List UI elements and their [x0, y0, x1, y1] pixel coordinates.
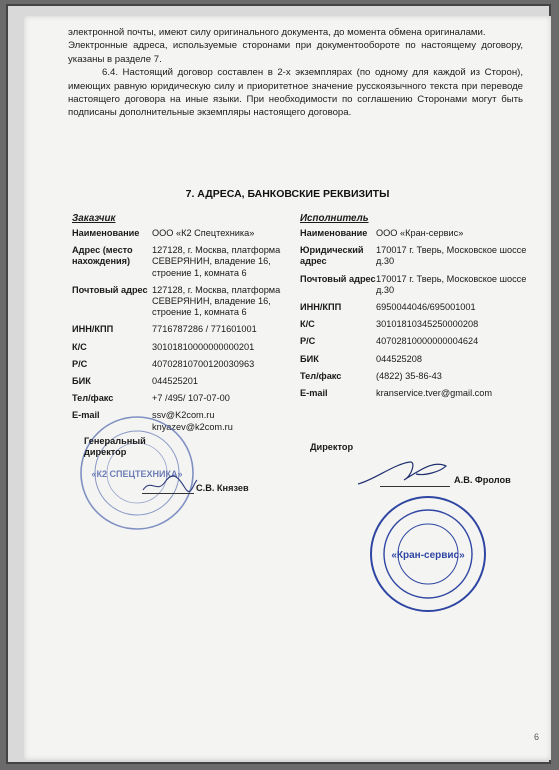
contractor-stamp-text: «Кран-сервис» — [391, 550, 465, 561]
contractor-row — [300, 245, 540, 267]
customer-field-value: 044525201 — [152, 376, 198, 387]
contractor-row — [300, 319, 540, 330]
contractor-stamp — [368, 494, 488, 614]
clause-6-4: 6.4. Настоящий договор составлен в 2-х экземплярах (по одному для каждой из Сторон), имеющих равную юридическую силу и приоритетное значение русскоязычного текста при переводе настоящего договора на иные языки. При необходимости по соглашению Сторонами могут быть подписаны дополнительные экземпляры настоящего договора. — [68, 67, 523, 119]
contractor-field-value: (4822) 35-86-43 — [376, 370, 442, 381]
contractor-row — [300, 388, 540, 399]
contractor-field-label: ИНН/КПП — [300, 302, 342, 313]
contractor-field-label: Почтовый адрес — [300, 273, 376, 284]
customer-field-label: К/С — [72, 341, 87, 352]
contractor-field-value: 170017 г. Тверь, Московское шоссе д.30 — [376, 245, 527, 267]
customer-field-value: ssv@K2com.ru knyazev@k2com.ru — [152, 410, 233, 432]
customer-field-value: 30101810000000000201 — [152, 341, 255, 352]
contractor-row — [300, 354, 540, 365]
customer-row — [72, 359, 307, 370]
customer-signer-title: Генеральный директор — [84, 436, 146, 457]
customer-field-value: ООО «К2 Спецтехника» — [152, 228, 255, 238]
customer-row — [72, 228, 307, 239]
contractor-signature-line — [380, 486, 450, 487]
contractor-signer-name: А.В. Фролов — [454, 475, 511, 485]
section-title: 7. АДРЕСА, БАНКОВСКИЕ РЕКВИЗИТЫ — [185, 188, 390, 200]
contractor-signer-title: Директор — [310, 442, 354, 452]
customer-stamp-text: «К2 СПЕЦТЕХНИКА» — [91, 469, 183, 479]
customer-field-label: Тел/факс — [72, 393, 114, 404]
contractor-field-value: 30101810345250000208 — [376, 319, 479, 330]
frame-border — [6, 4, 551, 764]
contractor-field-label: Тел/факс — [300, 370, 342, 381]
contractor-field-label: Наименование — [300, 228, 368, 238]
customer-field-value: 127128, г. Москва, платформа СЕВЕРЯНИН, владение 16, строение 1, комната 6 — [152, 245, 281, 278]
intro-line-1: электронной почты, имеют силу оригинального документа, до момента обмена оригиналами. — [68, 27, 486, 38]
customer-field-label: Почтовый адрес — [72, 284, 148, 295]
contractor-field-label: Юридический адрес — [300, 245, 364, 267]
customer-signature — [139, 474, 199, 496]
contractor-field-label: К/С — [300, 319, 315, 330]
contractor-field-value: 40702810000000004624 — [376, 336, 479, 347]
customer-row — [72, 376, 307, 387]
customer-field-value: 40702810700120030963 — [152, 358, 255, 369]
document-page — [24, 16, 551, 760]
contractor-field-value: 6950044046/695001001 — [376, 302, 476, 313]
contractor-field-value: 170017 г. Тверь, Московское шоссе д.30 — [376, 273, 527, 295]
customer-field-label: E-mail — [72, 410, 100, 421]
page-number: 6 — [533, 732, 539, 742]
contractor-field-label: Р/С — [300, 336, 316, 347]
customer-field-value: +7 /495/ 107-07-00 — [152, 393, 230, 404]
customer-stamp — [78, 414, 196, 532]
customer-row — [72, 285, 307, 319]
intro-text — [68, 26, 523, 120]
customer-column — [72, 213, 307, 439]
customer-signer-name: С.В. Князев — [196, 483, 249, 493]
customer-field-value: 7716787286 / 771601001 — [152, 324, 257, 335]
customer-field-label: Наименование — [72, 228, 140, 238]
contractor-field-value: 044525208 — [376, 353, 422, 364]
contractor-column — [300, 213, 540, 405]
customer-field-label: Адрес (место нахождения) — [72, 245, 133, 267]
customer-row — [72, 324, 307, 335]
customer-field-label: ИНН/КПП — [72, 324, 114, 335]
intro-line-2: Электронные адреса, используемые сторонами при документообороте по настоящему договору, указаны в разделе 7. — [68, 40, 523, 65]
contractor-title: Исполнитель — [300, 213, 369, 224]
contractor-row — [300, 228, 540, 239]
contractor-row — [300, 274, 540, 296]
customer-row — [72, 342, 307, 353]
customer-title: Заказчик — [72, 213, 116, 224]
customer-row — [72, 245, 307, 279]
contractor-field-value: ООО «Кран-сервис» — [376, 228, 464, 238]
customer-field-value: 127128, г. Москва, платформа СЕВЕРЯНИН, владение 16, строение 1, комната 6 — [152, 284, 281, 318]
contractor-row — [300, 336, 540, 347]
customer-field-label: БИК — [72, 376, 91, 387]
contractor-row — [300, 302, 540, 313]
contractor-field-label: E-mail — [300, 388, 328, 399]
customer-field-label: Р/С — [72, 358, 88, 369]
contractor-signature — [354, 454, 464, 494]
contractor-field-label: БИК — [300, 353, 319, 364]
customer-row — [72, 393, 307, 404]
contractor-field-value: kranservice.tver@gmail.com — [376, 388, 493, 399]
contractor-row — [300, 371, 540, 382]
